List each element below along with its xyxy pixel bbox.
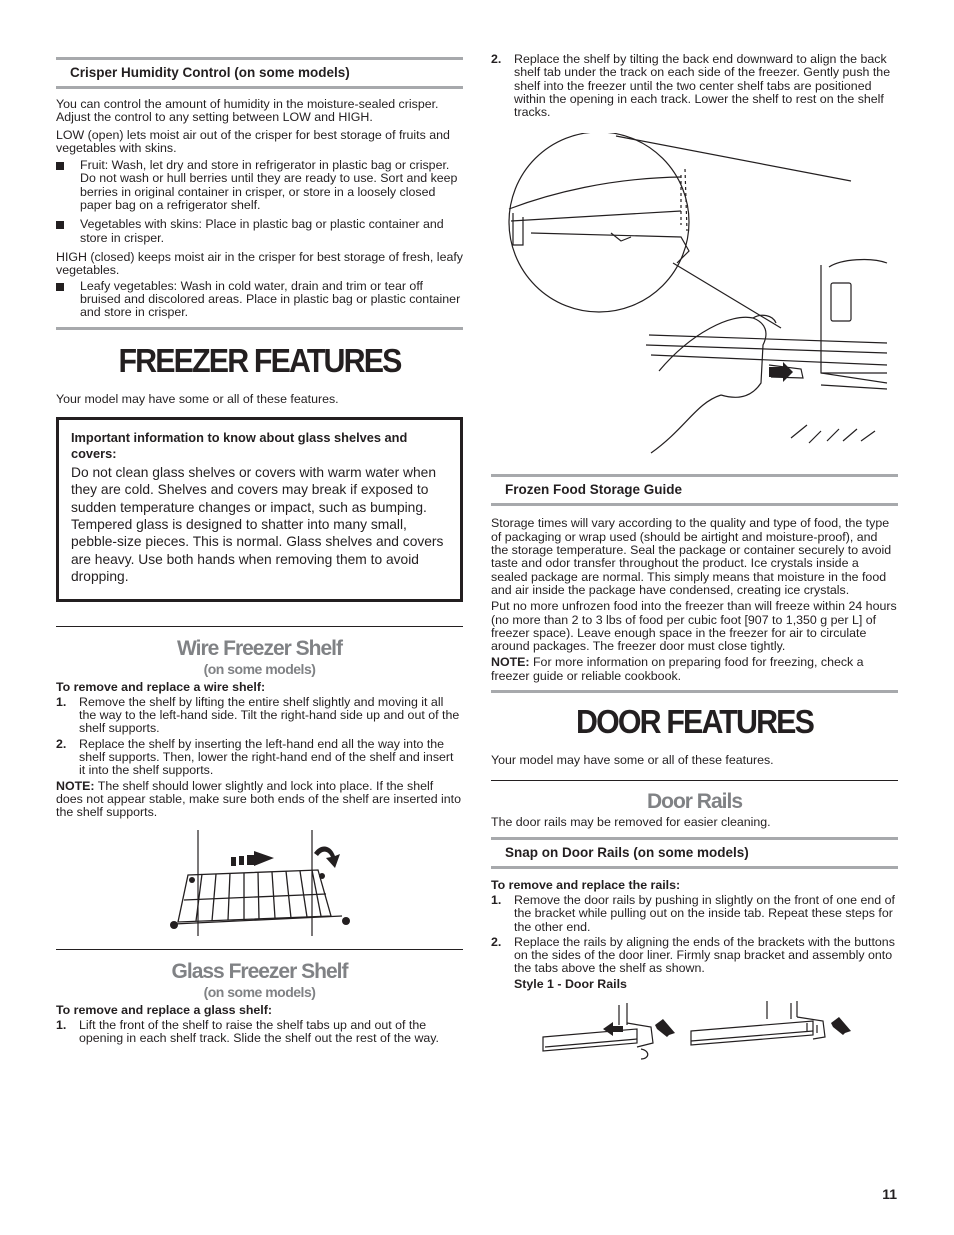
- glass-warning-box: [56, 417, 463, 602]
- wire-shelf-subtitle: (on some models): [203, 660, 316, 677]
- bullet-square-icon: [56, 221, 64, 229]
- list-item: 1. Remove the door rails by pushing in slightly on the front of one end of the bracket while pulling out on the inside tab. Repeat these steps for the other end.: [491, 892, 895, 934]
- frozen-food-heading: Frozen Food Storage Guide: [491, 474, 898, 506]
- door-rails-title: Door Rails: [646, 790, 743, 814]
- snap-rails-heading: Snap on Door Rails (on some models): [491, 837, 898, 869]
- right-column: [491, 0, 898, 1067]
- frozen-p1: Storage times will vary according to the quality and type of food, the type of packaging or wrap used (should be airtight and moisture-proof), and the storage temperature. Seal the package or container securely to avoid taste and odor transfer throughout the product. Ice crystals inside a sealed package are normal. This simply means that moisture in the food and air inside the package have condensed, creating ice crystals.: [491, 516, 892, 597]
- wire-shelf-note: NOTE: The shelf should lower slightly and lock into place. If the shelf does not appear stable, make sure both ends of the shelf are inserted into the shelf supports.: [56, 778, 462, 820]
- list-item: 2. Replace the rails by aligning the ends of the brackets with the buttons on the sides of the door liner. Firmly snap bracket and assembly onto the tabs above the shelf as shown.: [491, 934, 895, 976]
- crisper-low: LOW (open) lets moist air out of the crisper for best storage of fruits and vegetables with skins.: [56, 127, 450, 155]
- glass-shelf-lead: To remove and replace a glass shelf:: [56, 1002, 273, 1017]
- page-number: 11: [882, 1186, 897, 1202]
- section-divider: [491, 780, 898, 781]
- crisper-high: HIGH (closed) keeps moist air in the crisper for best storage of fresh, leafy vegetables.: [56, 249, 463, 278]
- wire-shelf-illustration: [56, 828, 463, 940]
- bullet-square-icon: [56, 283, 64, 291]
- glass-warning-title: Important information to know about glass shelves and covers:: [71, 429, 408, 461]
- wire-shelf-title: Wire Freezer Shelf: [176, 636, 343, 660]
- freezer-intro: Your model may have some or all of these features.: [56, 392, 339, 407]
- style-label: Style 1 - Door Rails: [514, 976, 627, 991]
- door-rails-lead: To remove and replace the rails:: [491, 877, 681, 892]
- glass-warning-body: Do not clean glass shelves or covers with warm water when they are cold. Shelves and covers may break if exposed to sudden temperature changes or impact, such as bumping. Tempered glass is designed to shatter into many small, pebble-size pieces. This is normal. Glass shelves and covers are heavy. Use both hands when removing them to avoid dropping.: [71, 464, 444, 585]
- list-item: Leafy vegetables: Wash in cold water, drain and trim or tear off bruised and discolored areas. Place in plastic bag or plastic container and store in crisper.: [56, 280, 463, 320]
- door-intro: Your model may have some or all of these features.: [491, 753, 774, 768]
- list-item: 1. Lift the front of the shelf to raise the shelf tabs up and out of the opening in each shelf track. Slide the shelf out the rest of the way.: [56, 1017, 439, 1046]
- left-column: [56, 0, 463, 1045]
- list-item: Vegetables with skins: Place in plastic bag or plastic container and store in crisper.: [56, 218, 463, 245]
- bullet-square-icon: [56, 162, 64, 170]
- frozen-note: NOTE: For more information on preparing food for freezing, check a freezer guide or reliable cookbook.: [491, 655, 864, 683]
- section-divider: [56, 626, 463, 627]
- list-item: Fruit: Wash, let dry and store in refrigerator in plastic bag or crisper. Do not wash or hull berries until they are ready to use. Sort and keep berries in original container in crisper, or store in a loosely closed paper bag on a refrigerator shelf.: [56, 159, 463, 212]
- glass-shelf-illustration: [491, 133, 898, 468]
- door-rails-intro: The door rails may be removed for easier cleaning.: [491, 815, 771, 830]
- section-divider: [56, 327, 463, 330]
- glass-shelf-title: Glass Freezer Shelf: [171, 959, 348, 983]
- crisper-heading: Crisper Humidity Control (on some models): [56, 57, 463, 89]
- section-divider: [491, 690, 898, 693]
- list-item: 2. Replace the shelf by tilting the back end downward to align the back shelf tab under the track on each side of the freezer. Gently push the shelf into the freezer until the two center shelf tabs are positioned within the opening in each track. Lower the shelf to rest on the shelf tracks.: [491, 52, 891, 120]
- section-divider: [56, 949, 463, 950]
- door-rails-illustration: [491, 999, 898, 1067]
- door-features-title: DOOR FEATURES: [576, 703, 813, 741]
- crisper-intro: You can control the amount of humidity in the moisture-sealed crisper. Adjust the control to any setting between LOW and HIGH.: [56, 97, 439, 125]
- frozen-p2: Put no more unfrozen food into the freezer than will freeze within 24 hours (no more than 2 to 3 lbs of food per cubic foot [907 to 1,350 g per L] of freezer space). Leave enough space in the freezer for air to circulate around packages. The freezer door must close tightly.: [491, 599, 897, 654]
- freezer-features-title: FREEZER FEATURES: [118, 342, 401, 380]
- wire-shelf-lead: To remove and replace a wire shelf:: [56, 679, 266, 694]
- list-item: 1. Remove the shelf by lifting the entire shelf slightly and moving it all the way to the left-hand side. Tilt the right-hand side up and out of the shelf supports.: [56, 694, 460, 736]
- glass-shelf-subtitle: (on some models): [203, 983, 316, 1000]
- list-item: 2. Replace the shelf by inserting the left-hand end all the way into the shelf supports. Then, lower the right-hand end of the shelf and insert it into the shelf supports.: [56, 736, 454, 778]
